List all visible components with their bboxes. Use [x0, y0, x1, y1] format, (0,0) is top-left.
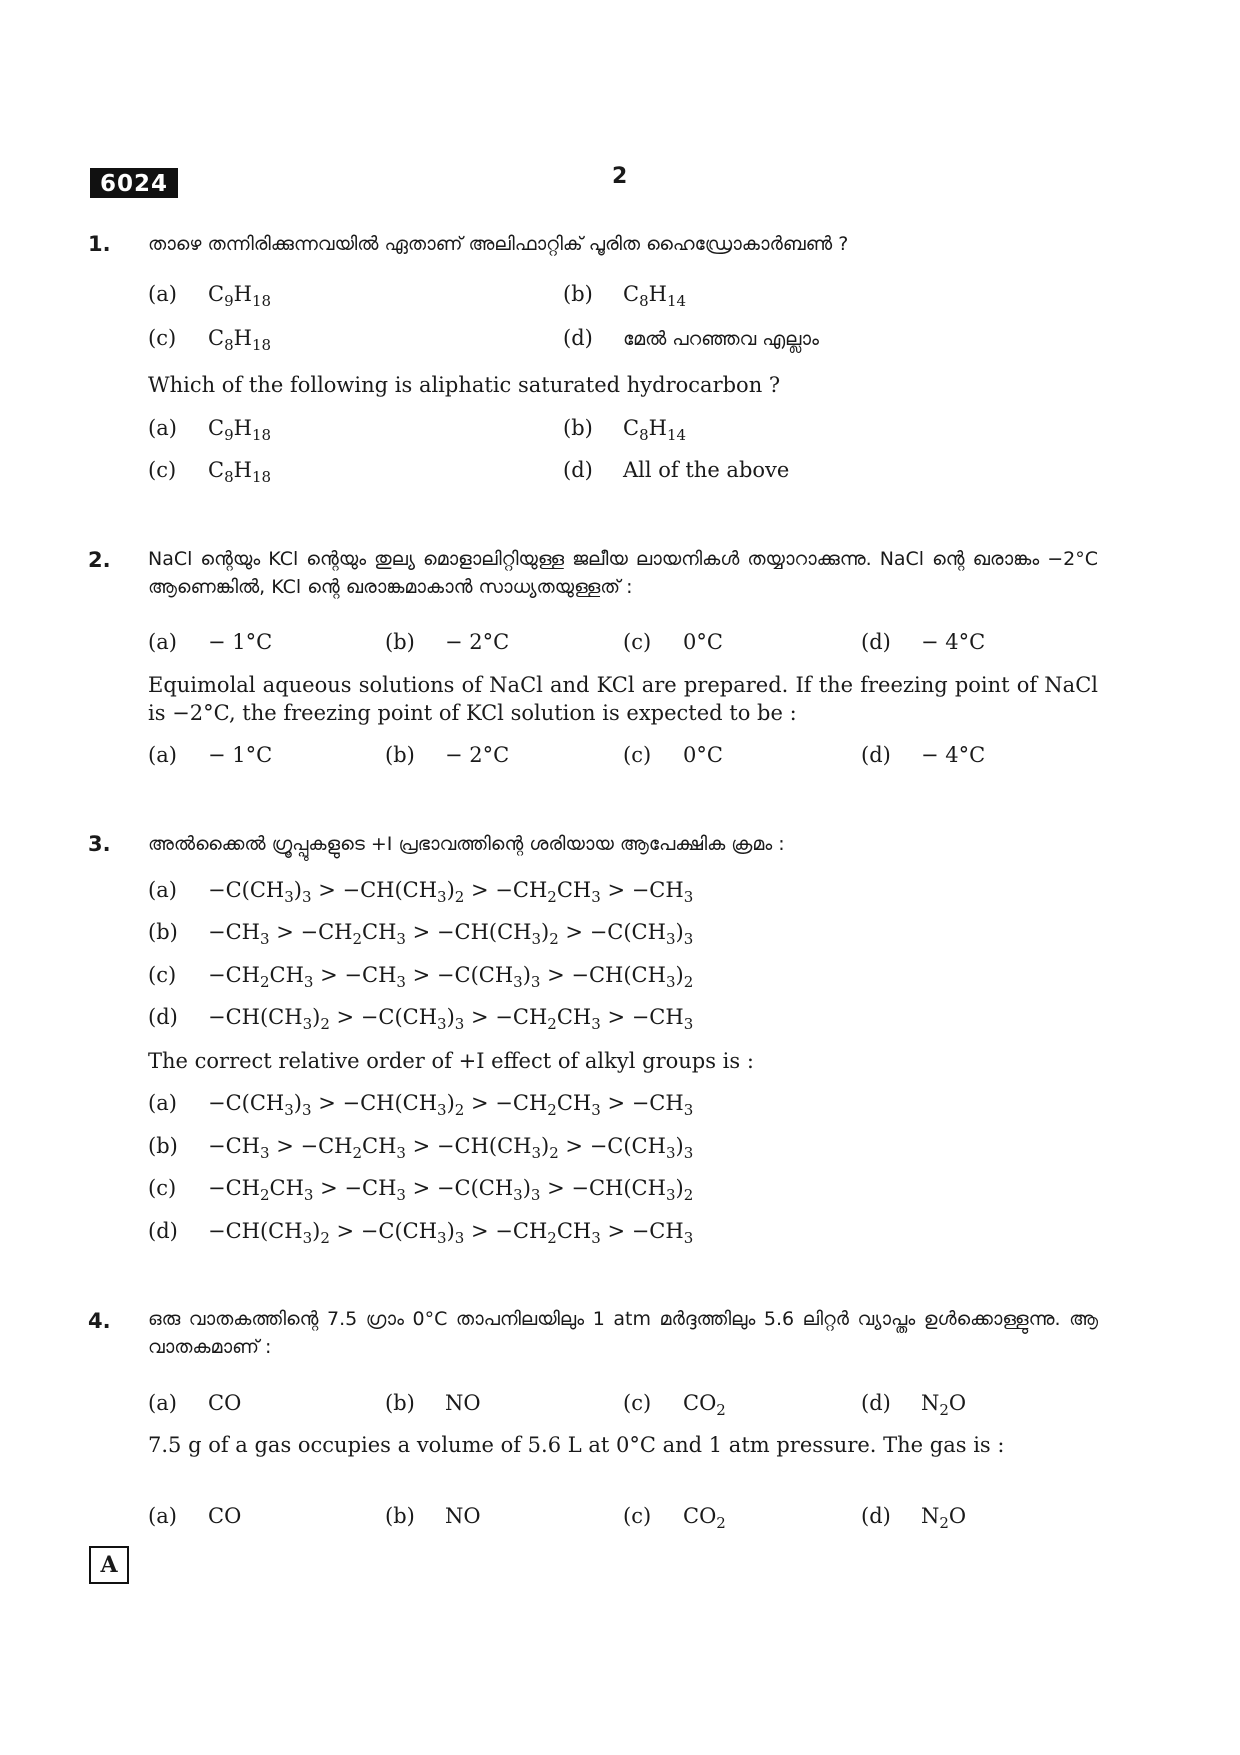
- question-text-malayalam: താഴെ തന്നിരിക്കുന്നവയിൽ ഏതാണ് അലിഫാറ്റിക് പൂരിത ഹൈഡ്രോകാർബൺ ?: [148, 233, 849, 255]
- option: (d) മേൽ പറഞ്ഞവ എല്ലാം: [563, 326, 819, 350]
- question-number: 3.: [88, 832, 111, 856]
- option: (b) − 2°C: [385, 743, 510, 767]
- option: (d) $N_2O$: [861, 1391, 967, 1419]
- question-text-english: Equimolal aqueous solutions of NaCl and KCl are prepared. If the freezing point of NaCl is −2°C, the freezing point of KCl solution is expected to be :: [148, 673, 1098, 725]
- option: (b) NO: [385, 1504, 481, 1528]
- option: $(d) -CH(CH_3)_2 > -C(CH_3)_3 > -CH_2CH_3 > -CH_3$: [148, 1219, 694, 1247]
- version-label-box: A: [89, 1546, 129, 1584]
- question-text-malayalam: അൽക്കൈൽ ഗ്രൂപ്പുകളുടെ +I പ്രഭാവത്തിന്റെ ശരിയായ ആപേക്ഷിക ക്രമം :: [148, 833, 785, 855]
- option: $(c) -CH_2CH_3 > -CH_3 > -C(CH_3)_3 > -CH(CH_3)_2$: [148, 963, 694, 991]
- option: (a) − 1°C: [148, 743, 273, 767]
- option: (b) $C_8H_{14}$: [563, 416, 687, 444]
- question-number: 4.: [88, 1309, 111, 1333]
- option: $(b) -CH_3 > -CH_2CH_3 > -CH(CH_3)_2 > -C(CH_3)_3$: [148, 1134, 694, 1162]
- option: (b) − 2°C: [385, 630, 510, 654]
- question-text-malayalam: ഒരു വാതകത്തിന്റെ 7.5 ഗ്രാം 0°C താപനിലയിലും 1 atm മർദ്ദത്തിലും 5.6 ലിറ്റർ വ്യാപ്തം ഉൾക്കൊള്ളുന്നു. ആ വാതകമാണ് :: [148, 1308, 1098, 1358]
- option: (c) $C_8H_{18}$: [148, 326, 272, 354]
- option: $(d) -CH(CH_3)_2 > -C(CH_3)_3 > -CH_2CH_3 > -CH_3$: [148, 1005, 694, 1033]
- option: $(b) -CH_3 > -CH_2CH_3 > -CH(CH_3)_2 > -C(CH_3)_3$: [148, 920, 694, 948]
- option: (c) 0°C: [623, 743, 723, 767]
- option: (b) $C_8H_{14}$: [563, 282, 687, 310]
- option: (d) − 4°C: [861, 743, 986, 767]
- option: (c) $C_8H_{18}$: [148, 458, 272, 486]
- option: $(c) -CH_2CH_3 > -CH_3 > -C(CH_3)_3 > -CH(CH_3)_2$: [148, 1176, 694, 1204]
- question-number: 2.: [88, 548, 111, 572]
- option: (a) $C_9H_{18}$: [148, 416, 272, 444]
- question-text-english: Which of the following is aliphatic saturated hydrocarbon ?: [148, 373, 781, 397]
- paper-code: 6024: [90, 168, 178, 198]
- option: (a) CO: [148, 1391, 242, 1415]
- option: (d) $N_2O$: [861, 1504, 967, 1532]
- option: (a) $C_9H_{18}$: [148, 282, 272, 310]
- question-text-english: 7.5 g of a gas occupies a volume of 5.6 L at 0°C and 1 atm pressure. The gas is :: [148, 1433, 1005, 1457]
- option: (a) CO: [148, 1504, 242, 1528]
- option: (d) − 4°C: [861, 630, 986, 654]
- option: (c) 0°C: [623, 630, 723, 654]
- option: (c) $CO_2$: [623, 1504, 726, 1532]
- page-number: 2: [612, 164, 628, 189]
- option: $(a) -C(CH_3)_3 > -CH(CH_3)_2 > -CH_2CH_3 > -CH_3$: [148, 878, 694, 906]
- question-text-english: The correct relative order of +I effect of alkyl groups is :: [148, 1049, 754, 1073]
- question-text-malayalam: NaCl ന്റെയും KCl ന്റെയും തുല്യ മൊളാലിറ്റിയുള്ള ജലീയ ലായനികൾ തയ്യാറാക്കുന്നു. NaCl ന്റെ ഖരാങ്കം −2°C ആണെങ്കിൽ, KCl ന്റെ ഖരാങ്കമാകാൻ സാധ്യതയുള്ളത് :: [148, 548, 1098, 598]
- question-number: 1.: [88, 232, 111, 256]
- option: (a) − 1°C: [148, 630, 273, 654]
- option: (d) All of the above: [563, 458, 790, 482]
- option: (c) $CO_2$: [623, 1391, 726, 1419]
- option: (b) NO: [385, 1391, 481, 1415]
- option: $(a) -C(CH_3)_3 > -CH(CH_3)_2 > -CH_2CH_3 > -CH_3$: [148, 1091, 694, 1119]
